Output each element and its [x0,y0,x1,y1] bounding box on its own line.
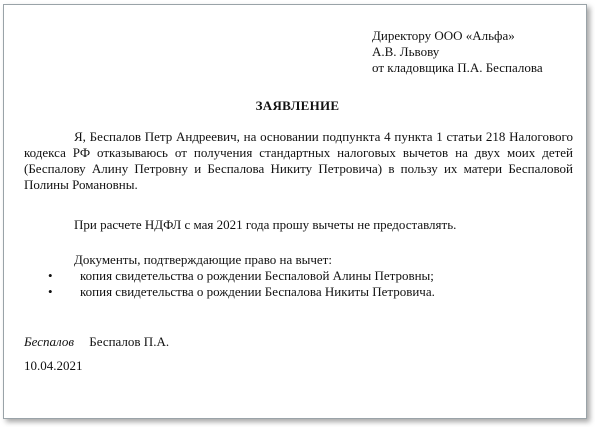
document-date: 10.04.2021 [24,358,83,373]
documents-list [24,268,435,300]
handwritten-signature: Беспалов [24,334,75,349]
body-paragraph-request: При расчете НДФЛ с мая 2021 года прошу вычеты не предоставлять. [74,217,457,232]
document-title: ЗАЯВЛЕНИЕ [255,98,340,113]
document-item-text: копия свидетельства о рождении Беспаловой Алины Петровны; [80,268,434,283]
addressee-from: от кладовщика П.А. Беспалова [372,60,543,75]
document-item-text: копия свидетельства о рождении Беспалова Никиты Петровича. [80,284,435,299]
body-paragraph-main: Я, Беспалов Петр Андреевич, на основании подпункта 4 пункта 1 статьи 218 Налогового кодекса РФ отказываюсь от получения стандартных налоговых вычетов на двух моих детей (Беспалову Алину Петровну и Беспалова Никиту Петровича) в пользу их матери Беспаловой Полины Романовны. [24,129,573,192]
list-item [24,268,435,284]
bullet-icon: • [48,284,53,299]
addressee-director: Директору ООО «Альфа» [372,28,515,43]
addressee-name: А.В. Львову [372,44,440,59]
addressee-block [372,28,543,76]
bullet-icon: • [48,268,53,283]
list-item [24,284,435,300]
signature-name: Беспалов П.А. [89,334,170,349]
signature-block [24,334,169,350]
documents-intro: Документы, подтверждающие право на вычет: [74,252,332,267]
